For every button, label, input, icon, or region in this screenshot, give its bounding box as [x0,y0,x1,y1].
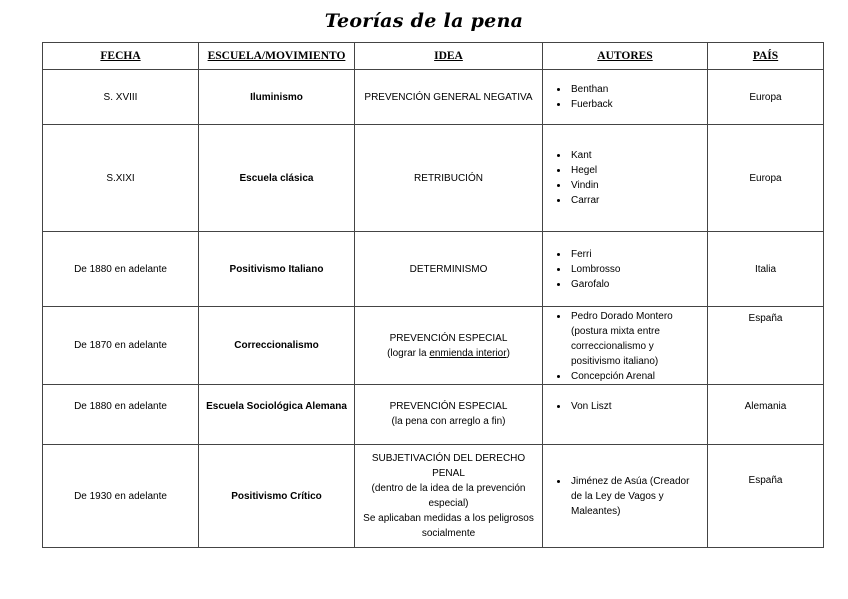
header-autores: AUTORES [543,43,708,70]
header-fecha: FECHA [43,43,199,70]
cell-escuela: Escuela Sociológica Alemana [199,385,355,445]
table-row [43,232,824,307]
cell-autores [543,125,708,232]
autores-list [547,148,703,208]
cell-escuela: Positivismo Crítico [199,445,355,548]
cell-pais: España [708,445,824,548]
list-item: • Hegel [569,163,703,178]
list-item: • Pedro Dorado Montero (postura mixta entre correccionalismo y positivismo italiano) [569,309,703,369]
cell-escuela: Iluminismo [199,70,355,125]
cell-escuela: Positivismo Italiano [199,232,355,307]
idea-sub-post: ) [506,347,510,359]
list-item: • Concepción Arenal [569,369,703,384]
cell-autores [543,307,708,385]
header-idea: IDEA [355,43,543,70]
idea-sub-2: Se aplicaban medidas a los peligrosos socialmente [363,513,534,539]
autores-list [547,82,703,112]
list-item: • Vindin [569,178,703,193]
list-item: • Benthan [569,82,703,97]
cell-idea [355,445,543,548]
cell-pais: España [708,307,824,385]
idea-sub-pre: (lograr la [387,347,430,359]
idea-sub [359,346,538,361]
cell-escuela: Escuela clásica [199,125,355,232]
list-item: • Carrar [569,193,703,208]
cell-fecha: S.XIXI [43,125,199,232]
table-row [43,445,824,548]
cell-idea [355,307,543,385]
cell-idea: RETRIBUCIÓN [355,125,543,232]
header-pais: PAÍS [708,43,824,70]
list-item: • Fuerback [569,97,703,112]
idea-main: PREVENCIÓN ESPECIAL [389,332,508,344]
table-row [43,125,824,232]
cell-fecha: De 1930 en adelante [43,445,199,548]
list-item: • Kant [569,148,703,163]
cell-pais: Europa [708,70,824,125]
cell-pais: Alemania [708,385,824,445]
cell-pais: Europa [708,125,824,232]
cell-autores [543,70,708,125]
cell-escuela: Correccionalismo [199,307,355,385]
idea-sub: (dentro de la idea de la prevención especial) [371,483,526,509]
autores-list [547,474,703,519]
cell-autores [543,445,708,548]
autores-list [547,309,703,384]
theories-table [42,42,824,548]
cell-autores [543,385,708,445]
cell-autores [543,232,708,307]
autores-list [547,399,703,414]
cell-fecha: De 1880 en adelante [43,232,199,307]
header-escuela: ESCUELA/MOVIMIENTO [199,43,355,70]
table-row [43,307,824,385]
cell-fecha: De 1870 en adelante [43,307,199,385]
cell-fecha: De 1880 en adelante [43,385,199,445]
list-item: • Lombrosso [569,262,703,277]
list-item: • Garofalo [569,277,703,292]
autores-list [547,247,703,292]
header-row [43,43,824,70]
list-item: • Von Liszt [569,399,703,414]
table-row [43,385,824,445]
cell-idea: PREVENCIÓN GENERAL NEGATIVA [355,70,543,125]
cell-pais: Italia [708,232,824,307]
cell-idea: DETERMINISMO [355,232,543,307]
idea-sub-underlined: enmienda interior [429,347,507,359]
list-item: • Ferri [569,247,703,262]
list-item: • Jiménez de Asúa (Creador de la Ley de Vagos y Maleantes) [569,474,703,519]
idea-main: SUBJETIVACIÓN DEL DERECHO PENAL [371,453,526,479]
cell-fecha: S. XVIII [43,70,199,125]
idea-sub: (la pena con arreglo a fin) [391,416,506,427]
table-row [43,70,824,125]
cell-idea [355,385,543,445]
document-title: Teorías de la pena [324,10,524,32]
idea-main: PREVENCIÓN ESPECIAL [389,401,508,412]
